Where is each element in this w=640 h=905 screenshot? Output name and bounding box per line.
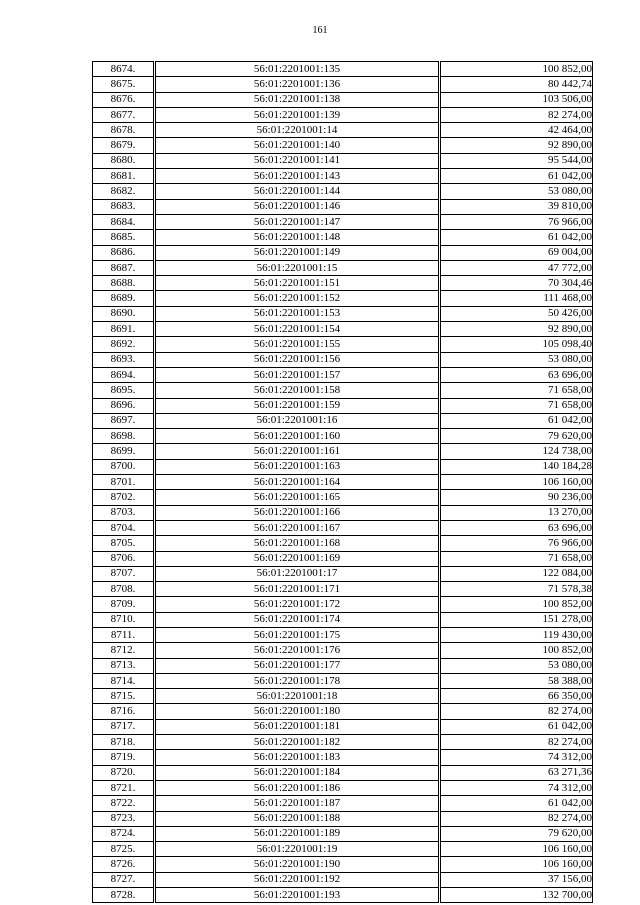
cadastral-number: 56:01:2201001:17 <box>156 566 439 581</box>
table-row <box>93 643 593 658</box>
row-number: 8683. <box>93 199 154 214</box>
row-number: 8712. <box>93 643 154 658</box>
row-number: 8684. <box>93 214 154 229</box>
table-row <box>93 719 593 734</box>
row-number: 8718. <box>93 735 154 750</box>
cadastral-number: 56:01:2201001:177 <box>156 658 439 673</box>
row-number: 8679. <box>93 138 154 153</box>
cadastral-number: 56:01:2201001:154 <box>156 322 439 337</box>
table-row <box>93 566 593 581</box>
table-row <box>93 138 593 153</box>
row-number: 8693. <box>93 352 154 367</box>
cadastral-number: 56:01:2201001:151 <box>156 276 439 291</box>
table-row <box>93 153 593 168</box>
cadastral-value: 63 696,00 <box>441 520 593 535</box>
cadastral-value: 63 271,36 <box>441 765 593 780</box>
row-number: 8724. <box>93 826 154 841</box>
cadastral-number: 56:01:2201001:186 <box>156 780 439 795</box>
cadastral-value: 37 156,00 <box>441 872 593 887</box>
row-number: 8720. <box>93 765 154 780</box>
cadastral-number: 56:01:2201001:15 <box>156 260 439 275</box>
cadastral-number: 56:01:2201001:153 <box>156 306 439 321</box>
cadastral-number: 56:01:2201001:149 <box>156 245 439 260</box>
row-number: 8701. <box>93 475 154 490</box>
table-row <box>93 597 593 612</box>
cadastral-number: 56:01:2201001:159 <box>156 398 439 413</box>
cadastral-number: 56:01:2201001:174 <box>156 612 439 627</box>
table-row <box>93 505 593 520</box>
cadastral-value: 79 620,00 <box>441 826 593 841</box>
row-number: 8719. <box>93 750 154 765</box>
cadastral-number: 56:01:2201001:146 <box>156 199 439 214</box>
cadastral-value: 124 738,00 <box>441 444 593 459</box>
cadastral-number: 56:01:2201001:141 <box>156 153 439 168</box>
cadastral-number: 56:01:2201001:19 <box>156 842 439 857</box>
cadastral-value: 100 852,00 <box>441 597 593 612</box>
cadastral-number: 56:01:2201001:180 <box>156 704 439 719</box>
cadastral-value: 140 184,28 <box>441 459 593 474</box>
row-number: 8710. <box>93 612 154 627</box>
cadastral-number: 56:01:2201001:167 <box>156 520 439 535</box>
cadastral-value: 82 274,00 <box>441 107 593 122</box>
cadastral-value: 71 658,00 <box>441 398 593 413</box>
cadastral-value: 119 430,00 <box>441 627 593 642</box>
cadastral-number: 56:01:2201001:158 <box>156 383 439 398</box>
table-row <box>93 551 593 566</box>
table-row <box>93 826 593 841</box>
row-number: 8681. <box>93 169 154 184</box>
table-row <box>93 857 593 872</box>
cadastral-value: 50 426,00 <box>441 306 593 321</box>
table-row <box>93 796 593 811</box>
cadastral-value: 106 160,00 <box>441 475 593 490</box>
row-number: 8706. <box>93 551 154 566</box>
cadastral-value: 92 890,00 <box>441 322 593 337</box>
cadastral-number: 56:01:2201001:192 <box>156 872 439 887</box>
cadastral-value: 63 696,00 <box>441 367 593 382</box>
table-row <box>93 383 593 398</box>
cadastral-value: 61 042,00 <box>441 413 593 428</box>
table-row <box>93 735 593 750</box>
cadastral-number: 56:01:2201001:147 <box>156 214 439 229</box>
row-number: 8682. <box>93 184 154 199</box>
row-number: 8697. <box>93 413 154 428</box>
cadastral-value: 66 350,00 <box>441 689 593 704</box>
cadastral-number: 56:01:2201001:156 <box>156 352 439 367</box>
table-row <box>93 230 593 245</box>
table-row <box>93 291 593 306</box>
table-row <box>93 92 593 107</box>
row-number: 8680. <box>93 153 154 168</box>
table-row <box>93 704 593 719</box>
cadastral-value: 106 160,00 <box>441 857 593 872</box>
cadastral-value: 71 658,00 <box>441 383 593 398</box>
table-row <box>93 765 593 780</box>
table-row <box>93 582 593 597</box>
row-number: 8686. <box>93 245 154 260</box>
cadastral-value-table <box>92 61 593 903</box>
cadastral-value: 53 080,00 <box>441 184 593 199</box>
cadastral-value: 76 966,00 <box>441 214 593 229</box>
table-row <box>93 322 593 337</box>
table-row <box>93 536 593 551</box>
row-number: 8688. <box>93 276 154 291</box>
cadastral-value: 82 274,00 <box>441 811 593 826</box>
cadastral-value: 58 388,00 <box>441 673 593 688</box>
cadastral-number: 56:01:2201001:193 <box>156 888 439 903</box>
cadastral-number: 56:01:2201001:164 <box>156 475 439 490</box>
table-row <box>93 199 593 214</box>
table-row <box>93 520 593 535</box>
row-number: 8696. <box>93 398 154 413</box>
table-row <box>93 214 593 229</box>
table-row <box>93 169 593 184</box>
row-number: 8695. <box>93 383 154 398</box>
row-number: 8726. <box>93 857 154 872</box>
row-number: 8690. <box>93 306 154 321</box>
row-number: 8723. <box>93 811 154 826</box>
cadastral-number: 56:01:2201001:139 <box>156 107 439 122</box>
cadastral-number: 56:01:2201001:135 <box>156 62 439 77</box>
table-row <box>93 842 593 857</box>
cadastral-value: 61 042,00 <box>441 230 593 245</box>
cadastral-number: 56:01:2201001:182 <box>156 735 439 750</box>
row-number: 8685. <box>93 230 154 245</box>
row-number: 8699. <box>93 444 154 459</box>
cadastral-value: 61 042,00 <box>441 169 593 184</box>
table-row <box>93 459 593 474</box>
cadastral-number: 56:01:2201001:189 <box>156 826 439 841</box>
cadastral-number: 56:01:2201001:184 <box>156 765 439 780</box>
cadastral-number: 56:01:2201001:172 <box>156 597 439 612</box>
cadastral-value: 82 274,00 <box>441 735 593 750</box>
cadastral-number: 56:01:2201001:169 <box>156 551 439 566</box>
table-row <box>93 337 593 352</box>
cadastral-number: 56:01:2201001:166 <box>156 505 439 520</box>
cadastral-value: 69 004,00 <box>441 245 593 260</box>
cadastral-value: 13 270,00 <box>441 505 593 520</box>
table-row <box>93 490 593 505</box>
cadastral-number: 56:01:2201001:18 <box>156 689 439 704</box>
row-number: 8702. <box>93 490 154 505</box>
table-row <box>93 872 593 887</box>
cadastral-value: 53 080,00 <box>441 658 593 673</box>
cadastral-number: 56:01:2201001:188 <box>156 811 439 826</box>
row-number: 8709. <box>93 597 154 612</box>
row-number: 8711. <box>93 627 154 642</box>
table-row <box>93 689 593 704</box>
cadastral-number: 56:01:2201001:163 <box>156 459 439 474</box>
cadastral-number: 56:01:2201001:148 <box>156 230 439 245</box>
cadastral-value: 100 852,00 <box>441 62 593 77</box>
cadastral-value: 132 700,00 <box>441 888 593 903</box>
cadastral-value: 105 098,40 <box>441 337 593 352</box>
row-number: 8705. <box>93 536 154 551</box>
row-number: 8703. <box>93 505 154 520</box>
cadastral-number: 56:01:2201001:152 <box>156 291 439 306</box>
cadastral-number: 56:01:2201001:190 <box>156 857 439 872</box>
row-number: 8722. <box>93 796 154 811</box>
cadastral-value: 106 160,00 <box>441 842 593 857</box>
row-number: 8677. <box>93 107 154 122</box>
cadastral-number: 56:01:2201001:183 <box>156 750 439 765</box>
table-row <box>93 352 593 367</box>
cadastral-number: 56:01:2201001:143 <box>156 169 439 184</box>
row-number: 8713. <box>93 658 154 673</box>
cadastral-value: 61 042,00 <box>441 796 593 811</box>
table-row <box>93 77 593 92</box>
row-number: 8707. <box>93 566 154 581</box>
row-number: 8698. <box>93 429 154 444</box>
table-row <box>93 888 593 903</box>
table-row <box>93 429 593 444</box>
table-row <box>93 245 593 260</box>
cadastral-value: 70 304,46 <box>441 276 593 291</box>
cadastral-number: 56:01:2201001:140 <box>156 138 439 153</box>
row-number: 8708. <box>93 582 154 597</box>
row-number: 8676. <box>93 92 154 107</box>
cadastral-number: 56:01:2201001:168 <box>156 536 439 551</box>
row-number: 8674. <box>93 62 154 77</box>
table-row <box>93 398 593 413</box>
table-row <box>93 444 593 459</box>
row-number: 8715. <box>93 689 154 704</box>
cadastral-value: 74 312,00 <box>441 780 593 795</box>
table-row <box>93 367 593 382</box>
table-row <box>93 184 593 199</box>
row-number: 8689. <box>93 291 154 306</box>
cadastral-value: 82 274,00 <box>441 704 593 719</box>
cadastral-value: 95 544,00 <box>441 153 593 168</box>
cadastral-value: 111 468,00 <box>441 291 593 306</box>
cadastral-value: 79 620,00 <box>441 429 593 444</box>
cadastral-value: 151 278,00 <box>441 612 593 627</box>
cadastral-number: 56:01:2201001:175 <box>156 627 439 642</box>
cadastral-value: 61 042,00 <box>441 719 593 734</box>
row-number: 8704. <box>93 520 154 535</box>
cadastral-number: 56:01:2201001:161 <box>156 444 439 459</box>
cadastral-number: 56:01:2201001:136 <box>156 77 439 92</box>
cadastral-value: 76 966,00 <box>441 536 593 551</box>
cadastral-number: 56:01:2201001:187 <box>156 796 439 811</box>
cadastral-value: 100 852,00 <box>441 643 593 658</box>
table-row <box>93 612 593 627</box>
row-number: 8691. <box>93 322 154 337</box>
cadastral-value: 92 890,00 <box>441 138 593 153</box>
cadastral-number: 56:01:2201001:157 <box>156 367 439 382</box>
cadastral-value: 53 080,00 <box>441 352 593 367</box>
page-number: 161 <box>312 25 328 36</box>
table-row <box>93 260 593 275</box>
cadastral-number: 56:01:2201001:178 <box>156 673 439 688</box>
table-row <box>93 780 593 795</box>
table-row <box>93 750 593 765</box>
row-number: 8678. <box>93 123 154 138</box>
row-number: 8716. <box>93 704 154 719</box>
row-number: 8725. <box>93 842 154 857</box>
row-number: 8687. <box>93 260 154 275</box>
row-number: 8717. <box>93 719 154 734</box>
row-number: 8675. <box>93 77 154 92</box>
cadastral-number: 56:01:2201001:155 <box>156 337 439 352</box>
cadastral-value: 90 236,00 <box>441 490 593 505</box>
table-row <box>93 62 593 77</box>
cadastral-number: 56:01:2201001:181 <box>156 719 439 734</box>
table-row <box>93 413 593 428</box>
cadastral-number: 56:01:2201001:171 <box>156 582 439 597</box>
row-number: 8714. <box>93 673 154 688</box>
cadastral-number: 56:01:2201001:16 <box>156 413 439 428</box>
table-row <box>93 123 593 138</box>
cadastral-number: 56:01:2201001:176 <box>156 643 439 658</box>
cadastral-value: 74 312,00 <box>441 750 593 765</box>
cadastral-number: 56:01:2201001:138 <box>156 92 439 107</box>
cadastral-value: 39 810,00 <box>441 199 593 214</box>
cadastral-value: 71 578,38 <box>441 582 593 597</box>
table-row <box>93 627 593 642</box>
cadastral-number: 56:01:2201001:165 <box>156 490 439 505</box>
row-number: 8700. <box>93 459 154 474</box>
row-number: 8728. <box>93 888 154 903</box>
table-row <box>93 658 593 673</box>
table-row <box>93 276 593 291</box>
cadastral-value: 47 772,00 <box>441 260 593 275</box>
row-number: 8692. <box>93 337 154 352</box>
table-body <box>93 62 593 903</box>
cadastral-value: 122 084,00 <box>441 566 593 581</box>
cadastral-number: 56:01:2201001:144 <box>156 184 439 199</box>
row-number: 8727. <box>93 872 154 887</box>
row-number: 8694. <box>93 367 154 382</box>
cadastral-value: 71 658,00 <box>441 551 593 566</box>
cadastral-number: 56:01:2201001:160 <box>156 429 439 444</box>
cadastral-value: 80 442,74 <box>441 77 593 92</box>
cadastral-value: 103 506,00 <box>441 92 593 107</box>
table-row <box>93 673 593 688</box>
cadastral-value: 42 464,00 <box>441 123 593 138</box>
table-row <box>93 475 593 490</box>
table-row <box>93 811 593 826</box>
table-row <box>93 107 593 122</box>
cadastral-number: 56:01:2201001:14 <box>156 123 439 138</box>
row-number: 8721. <box>93 780 154 795</box>
table-row <box>93 306 593 321</box>
